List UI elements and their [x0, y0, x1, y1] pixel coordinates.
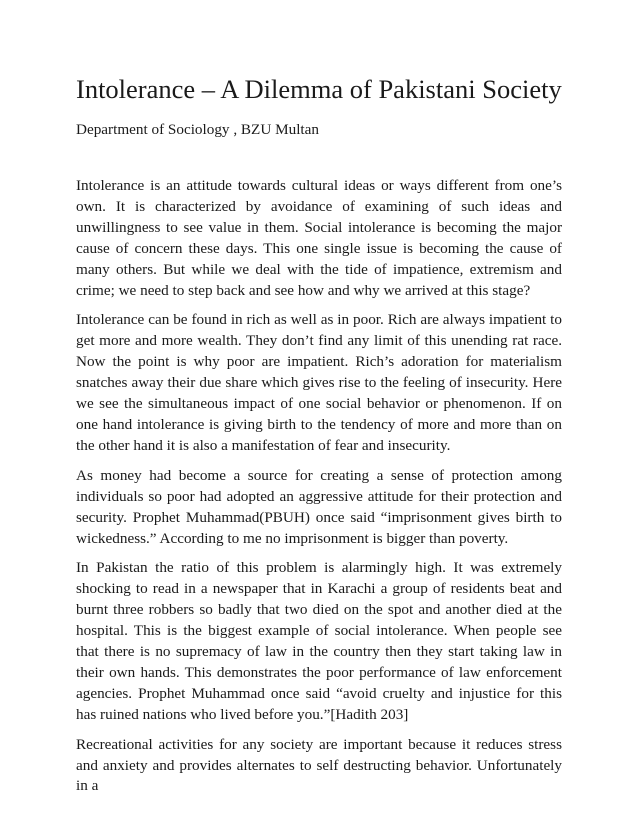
- paragraph-1: Intolerance is an attitude towards cultural ideas or ways different from one’s own. It is characterized by avoidance of examining of such ideas and unwillingness to see value in them. Social intolerance is becoming the major cause of concern these days. This one single issue is becoming the cause of many others. But while we deal with the tide of impatience, extremism and crime; we need to step back and see how and why we arrived at this stage?: [76, 177, 562, 299]
- paragraph-3: As money had become a source for creating a sense of protection among individuals so poor had adopted an aggressive attitude for their protection and security. Prophet Muhammad(PBUH) once said “imprisonment gives birth to wickedness.” According to me no imprisonment is bigger than poverty.: [76, 466, 562, 547]
- document-title: Intolerance – A Dilemma of Pakistani Society: [76, 74, 562, 104]
- document-subtitle: Department of Sociology , BZU Multan: [76, 121, 319, 138]
- paragraph-5: Recreational activities for any society are important because it reduces stress and anxiety and provides alternates to self destructing behavior. Unfortunately in a: [76, 735, 562, 795]
- document-page: [76, 72, 562, 806]
- paragraph-4: In Pakistan the ratio of this problem is alarmingly high. It was extremely shocking to read in a newspaper that in Karachi a group of residents beat and burnt three robbers so badly that two died on the spot and another died at the hospital. This is the biggest example of social intolerance. When people see that there is no supremacy of law in the country then they start taking law in their own hands. This demonstrates the poor performance of law enforcement agencies. Prophet Muhammad once said “avoid cruelty and injustice for this has ruined nations who lived before you.”[Hadith 203]: [76, 559, 562, 723]
- paragraph-2: Intolerance can be found in rich as well as in poor. Rich are always impatient to get more and more wealth. They don’t find any limit of this unending rat race. Now the point is why poor are impatient. Rich’s adoration for materialism snatches away their due share which gives rise to the feeling of insecurity. Here we see the simultaneous impact of one social behavior or phenomenon. If on one hand intolerance is giving birth to the tendency of more and more than on the other hand it is also a manifestation of fear and insecurity.: [76, 311, 562, 454]
